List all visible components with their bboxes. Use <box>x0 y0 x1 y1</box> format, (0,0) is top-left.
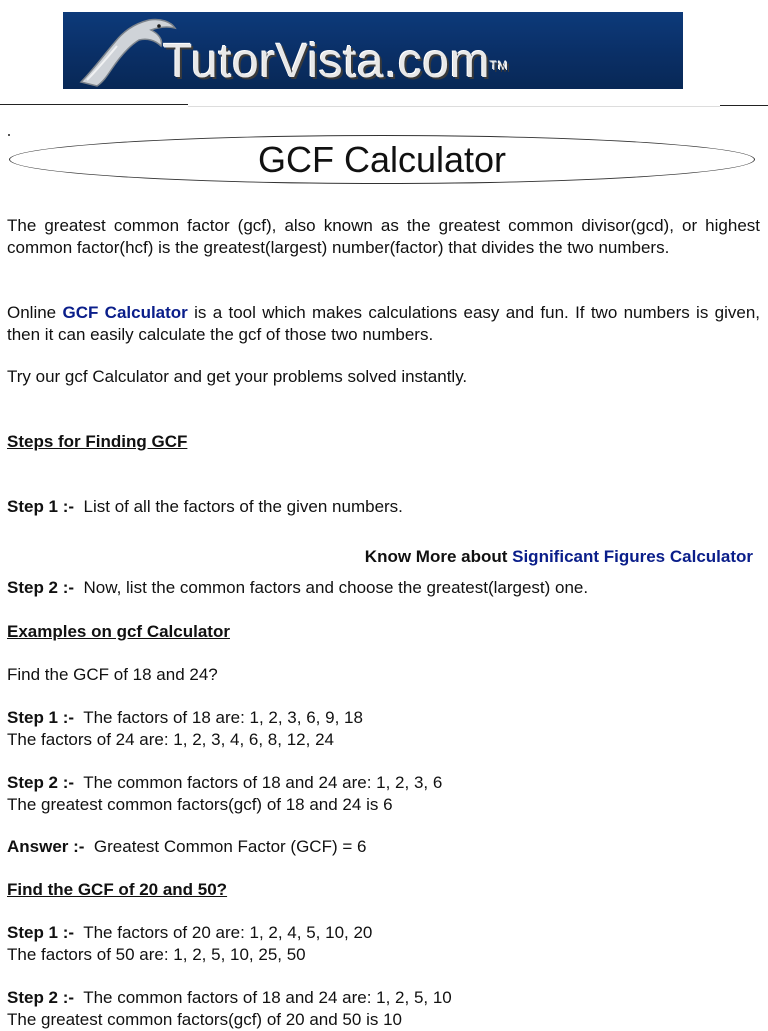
trademark-mark: TM <box>490 59 509 73</box>
step-line: The greatest common factors(gcf) of 20 and 50 is 10 <box>7 1010 402 1029</box>
steps-heading-text: Steps for Finding GCF <box>7 432 188 451</box>
step-line: The factors of 18 are: 1, 2, 3, 6, 9, 18 <box>83 708 363 727</box>
decorative-dot <box>8 134 10 136</box>
examples-heading <box>7 621 760 643</box>
steps-heading <box>7 431 760 453</box>
site-banner[interactable] <box>63 12 683 89</box>
step-label: Step 1 :- <box>7 497 75 516</box>
answer-text: Greatest Common Factor (GCF) = 6 <box>93 837 367 856</box>
examples-heading-text: Examples on gcf Calculator <box>7 622 230 641</box>
intro-paragraph-3: Try our gcf Calculator and get your problems solved instantly. <box>7 367 468 386</box>
step-line: The factors of 24 are: 1, 2, 3, 4, 6, 8, 12, 24 <box>7 730 334 749</box>
brand-wordmark <box>163 35 509 88</box>
brand-name: TutorVista.com <box>163 35 491 88</box>
page-title: GCF Calculator <box>257 138 507 180</box>
steps-step-1 <box>7 496 760 518</box>
example-2-step-2 <box>7 987 760 1031</box>
step-line: The common factors of 18 and 24 are: 1, 2, 5, 10 <box>83 988 452 1007</box>
page-title-box <box>9 135 755 184</box>
significant-figures-link[interactable]: Significant Figures Calculator <box>512 547 753 566</box>
step-label: Step 1 :- <box>7 708 75 727</box>
steps-step-2 <box>7 577 760 599</box>
step-line: The common factors of 18 and 24 are: 1, 2, 3, 6 <box>83 773 443 792</box>
example-2-step-1 <box>7 922 760 966</box>
header-divider-left <box>0 104 188 105</box>
intro-paragraph-2-prefix: Online <box>7 303 63 322</box>
example-1-step-1 <box>7 707 760 751</box>
example-2-question-text: Find the GCF of 20 and 50? <box>7 880 228 899</box>
step-label: Step 1 :- <box>7 923 75 942</box>
intro-paragraph-2 <box>7 302 760 346</box>
step-text: Now, list the common factors and choose the greatest(largest) one. <box>83 578 589 597</box>
step-line: The greatest common factors(gcf) of 18 and 24 is 6 <box>7 795 393 814</box>
header-divider-middle <box>188 106 720 107</box>
example-1-answer <box>7 836 760 858</box>
answer-label: Answer :- <box>7 837 85 856</box>
step-label: Step 2 :- <box>7 578 75 597</box>
gcf-calculator-link[interactable]: GCF Calculator <box>62 303 188 322</box>
intro-paragraph-1: The greatest common factor (gcf), also known as the greatest common divisor(gcd), or highest common factor(hcf) is the greatest(largest) number(factor) that divides the two numbers. <box>7 216 760 257</box>
example-1-question: Find the GCF of 18 and 24? <box>7 665 218 684</box>
header-divider-right <box>720 105 768 106</box>
example-1-step-2 <box>7 772 760 816</box>
intro-paragraph-2-suffix: is a tool which makes calculations easy and fun. If two numbers is given, then it can easily calculate the gcf of those two numbers. <box>7 303 761 344</box>
step-line: The factors of 20 are: 1, 2, 4, 5, 10, 20 <box>83 923 373 942</box>
know-more <box>0 546 753 568</box>
step-label: Step 2 :- <box>7 773 75 792</box>
know-more-prefix: Know More about <box>364 547 513 566</box>
example-2-question <box>7 879 760 901</box>
step-line: The factors of 50 are: 1, 2, 5, 10, 25, 50 <box>7 945 306 964</box>
step-label: Step 2 :- <box>7 988 75 1007</box>
step-text: List of all the factors of the given numbers. <box>83 497 403 516</box>
